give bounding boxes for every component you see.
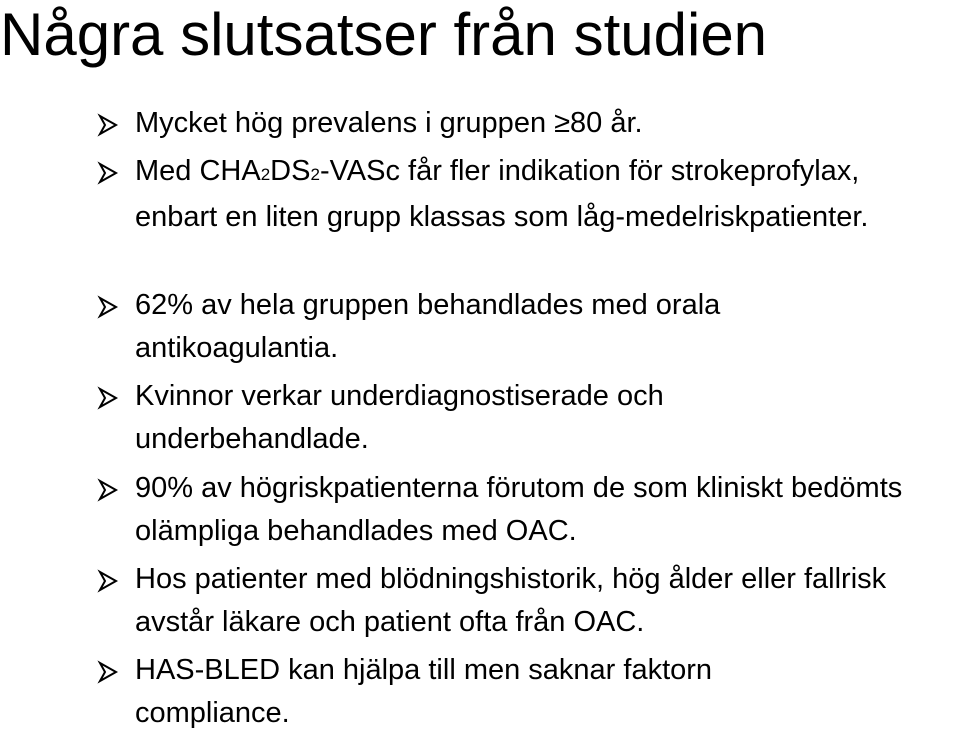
arrow-bullet-icon xyxy=(96,478,120,502)
bullet-item-7: HAS-BLED kan hjälpa till men saknar faktorn compliance. xyxy=(135,654,713,729)
slide-title: Några slutsatser från studien xyxy=(0,1,768,68)
arrow-bullet-icon xyxy=(96,113,120,137)
bullet-item-3: 62% av hela gruppen behandlades med orala antikoagulantia. xyxy=(135,289,721,364)
bullet-item-6: Hos patienter med blödningshistorik, hög ålder eller fallrisk avstår läkare och patient ofta från OAC. xyxy=(135,563,887,638)
arrow-bullet-icon xyxy=(96,660,120,684)
arrow-bullet-icon xyxy=(96,386,120,410)
bullet-2-subscript-2: 2 xyxy=(310,165,320,184)
bullet-item-4: Kvinnor verkar underdiagnostiserade och underbehandlade. xyxy=(135,380,664,455)
bullet-item-2 xyxy=(135,150,895,239)
bullet-item-5: 90% av högriskpatienterna förutom de som kliniskt bedömts olämpliga behandlades med OAC. xyxy=(135,472,903,547)
bullet-item-1: Mycket hög prevalens i gruppen ≥80 år. xyxy=(135,107,643,139)
bullet-2-prefix: Med CHA xyxy=(135,155,261,187)
arrow-bullet-icon xyxy=(96,569,120,593)
bullet-2-suffix: -VASc får fler indikation för strokeprofylax, enbart en liten grupp klassas som låg-medelriskpatienter. xyxy=(135,155,869,233)
arrow-bullet-icon xyxy=(96,161,120,185)
bullet-2-mid: DS xyxy=(270,155,311,187)
arrow-bullet-icon xyxy=(96,295,120,319)
bullet-2-subscript-1: 2 xyxy=(260,165,271,184)
